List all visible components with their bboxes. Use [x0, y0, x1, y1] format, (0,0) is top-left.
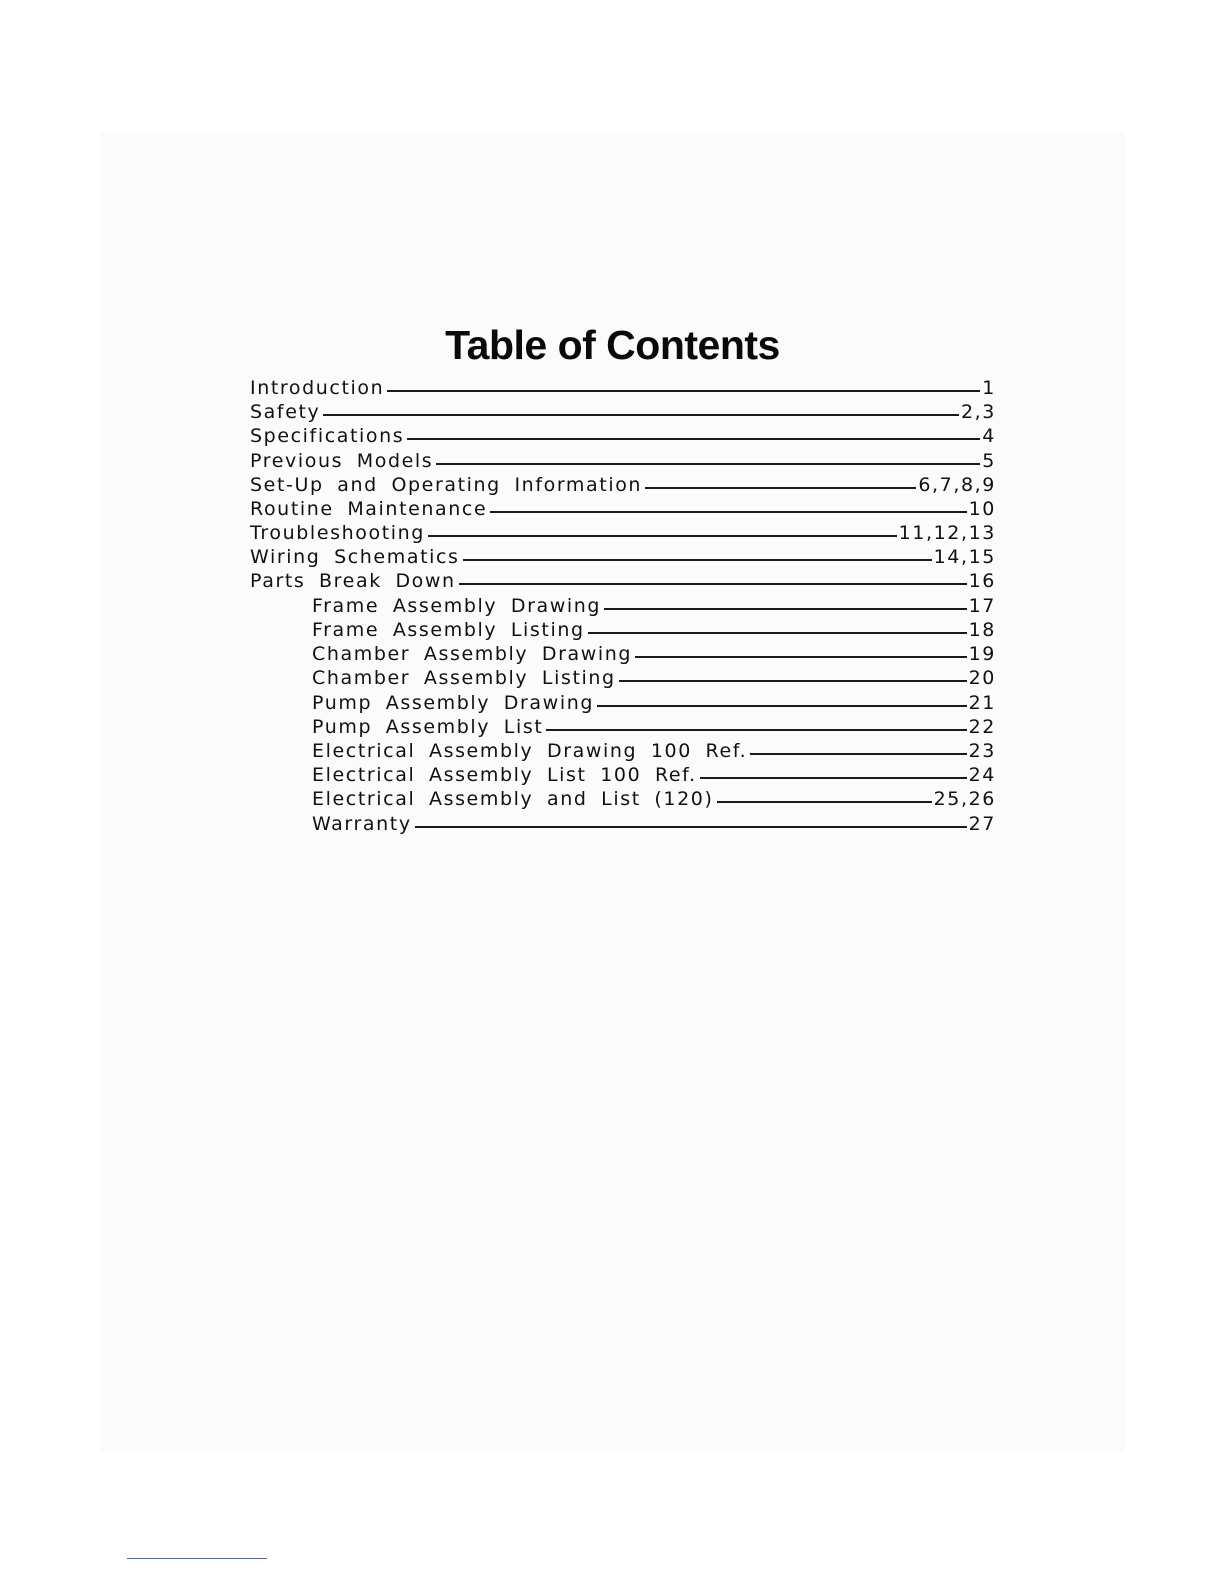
toc-entry-label: Set-Up and Operating Information	[250, 474, 643, 496]
toc-entry[interactable]	[250, 400, 996, 424]
toc-entry-page: 19	[968, 643, 996, 665]
toc-entry-label: Troubleshooting	[250, 522, 425, 544]
footer-rule	[127, 1558, 267, 1559]
toc-entry-label: Specifications	[250, 425, 405, 447]
toc-entry[interactable]	[312, 642, 996, 666]
toc-entry-page: 6,7,8,9	[918, 474, 996, 496]
toc-entry-page: 21	[968, 692, 996, 714]
toc-entry-label: Electrical Assembly List 100 Ref.	[312, 764, 697, 786]
toc-entry-page: 14,15	[933, 546, 996, 568]
toc-entry-label: Introduction	[250, 377, 385, 399]
toc-entry-label: Chamber Assembly Drawing	[312, 643, 633, 665]
toc-entry[interactable]	[250, 424, 996, 448]
dot-leader	[546, 729, 966, 731]
dot-leader	[604, 608, 967, 610]
page-title: Table of Contents	[445, 322, 780, 368]
toc-entry-page: 27	[968, 813, 996, 835]
toc-entry-label: Safety	[250, 401, 321, 423]
dot-leader	[436, 463, 980, 465]
toc-entry-label: Electrical Assembly Drawing 100 Ref.	[312, 740, 748, 762]
toc-entry-page: 10	[968, 498, 996, 520]
toc-entry-label: Previous Models	[250, 450, 434, 472]
toc-entry[interactable]	[250, 545, 996, 569]
toc-entry-page: 18	[968, 619, 996, 641]
toc-entry-page: 5	[982, 450, 996, 472]
toc-entry[interactable]	[312, 594, 996, 618]
dot-leader	[717, 801, 932, 803]
dot-leader	[700, 777, 967, 779]
toc-entry-label: Warranty	[312, 813, 412, 835]
toc-entry[interactable]	[250, 473, 996, 497]
toc-entry-page: 11,12,13	[898, 522, 996, 544]
toc-entry[interactable]	[250, 449, 996, 473]
dot-leader	[490, 511, 966, 513]
dot-leader	[323, 414, 959, 416]
toc-entry-page: 24	[968, 764, 996, 786]
toc-entry-page: 16	[968, 570, 996, 592]
dot-leader	[415, 826, 967, 828]
toc-entry-page: 23	[968, 740, 996, 762]
toc-entry-label: Pump Assembly Drawing	[312, 692, 594, 714]
toc-entry[interactable]	[312, 763, 996, 787]
toc-entry-page: 1	[982, 377, 996, 399]
toc-entry-page: 2,3	[960, 401, 996, 423]
toc-entry[interactable]	[250, 569, 996, 593]
toc-entry[interactable]	[312, 691, 996, 715]
dot-leader	[463, 559, 932, 561]
toc-entry-page: 17	[968, 595, 996, 617]
toc-entry-label: Frame Assembly Listing	[312, 619, 585, 641]
dot-leader	[428, 535, 897, 537]
toc-entry[interactable]	[312, 715, 996, 739]
toc-entry[interactable]	[250, 376, 996, 400]
dot-leader	[459, 583, 967, 585]
toc-entry[interactable]	[312, 787, 996, 811]
dot-leader	[750, 753, 966, 755]
toc-entry-label: Wiring Schematics	[250, 546, 460, 568]
toc-entry-label: Electrical Assembly and List (120)	[312, 788, 714, 810]
toc-entry[interactable]	[312, 812, 996, 836]
toc-entry[interactable]	[312, 618, 996, 642]
dot-leader	[407, 438, 980, 440]
toc-entry-label: Routine Maintenance	[250, 498, 488, 520]
dot-leader	[619, 680, 967, 682]
toc-entry-label: Parts Break Down	[250, 570, 456, 592]
toc-entry[interactable]	[312, 739, 996, 763]
toc-entry-label: Frame Assembly Drawing	[312, 595, 602, 617]
toc-entry-page: 4	[982, 425, 996, 447]
dot-leader	[645, 487, 916, 489]
toc-entry-page: 22	[968, 716, 996, 738]
toc-entry[interactable]	[312, 666, 996, 690]
dot-leader	[635, 656, 967, 658]
toc-entry[interactable]	[250, 497, 996, 521]
toc-entry[interactable]	[250, 521, 996, 545]
toc-entry-page: 20	[968, 667, 996, 689]
dot-leader	[597, 705, 967, 707]
toc-entry-page: 25,26	[933, 788, 996, 810]
dot-leader	[588, 632, 967, 634]
dot-leader	[387, 390, 980, 392]
toc-entry-label: Chamber Assembly Listing	[312, 667, 616, 689]
toc-entry-label: Pump Assembly List	[312, 716, 544, 738]
